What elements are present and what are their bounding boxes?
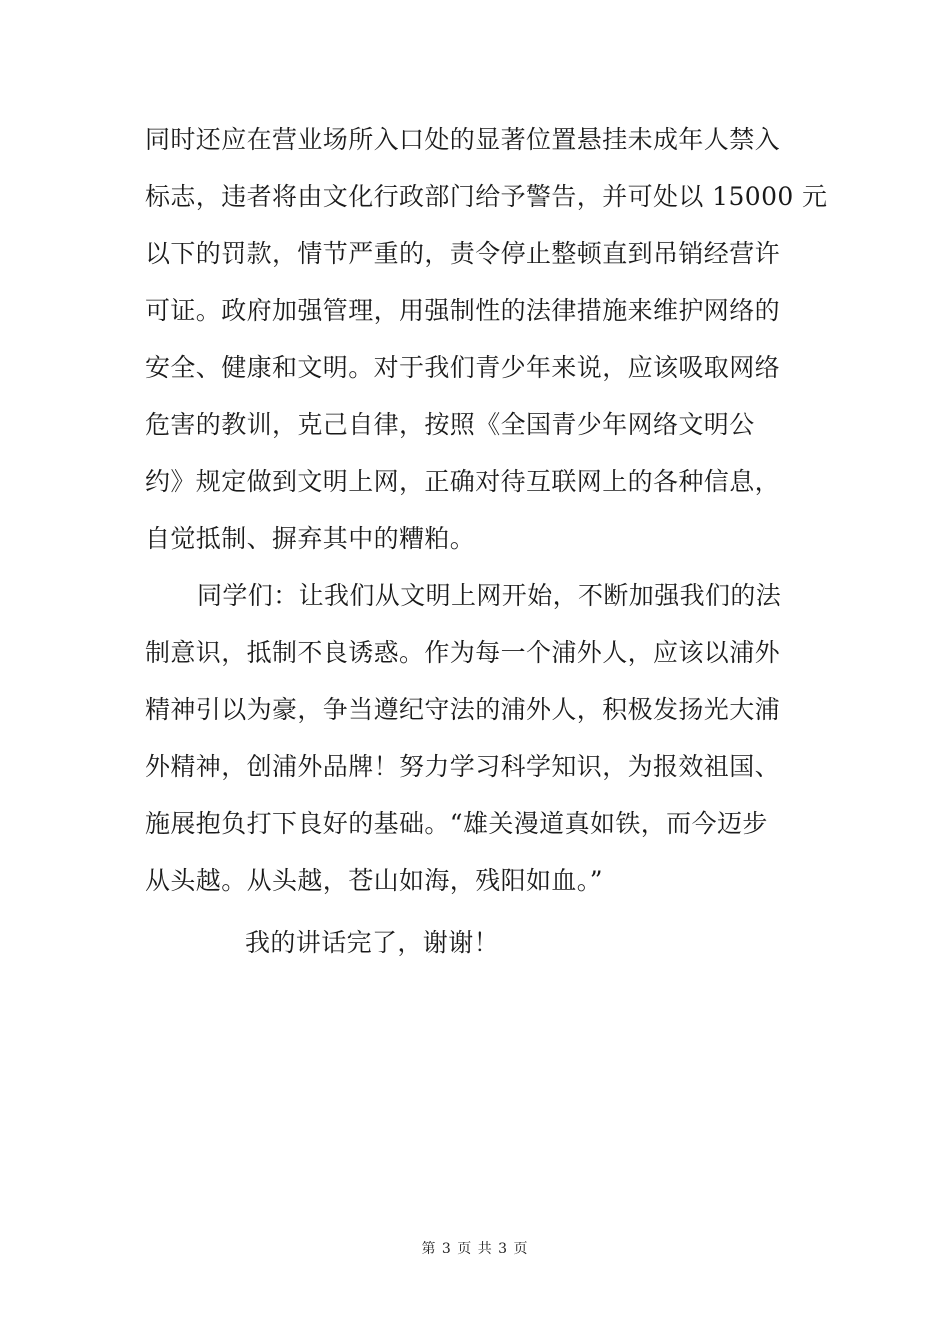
- paragraph-line: 约》规定做到文明上网，正确对待互联网上的各种信息，: [145, 467, 781, 496]
- closing-line: 我的讲话完了，谢谢！: [245, 928, 500, 957]
- paragraph-line: 标志，违者将由文化行政部门给予警告，并可处以 15000 元: [145, 182, 828, 211]
- paragraph-line: 外精神，创浦外品牌！努力学习科学知识，为报效祖国、: [145, 752, 781, 781]
- paragraph-line: 危害的教训，克己自律，按照《全国青少年网络文明公: [145, 410, 755, 439]
- page-number-footer: 第 3 页 共 3 页: [421, 1241, 529, 1257]
- paragraph-line: 同学们：让我们从文明上网开始，不断加强我们的法: [197, 581, 782, 610]
- paragraph-line: 从头越。从头越，苍山如海，残阳如血。”: [145, 866, 603, 895]
- paragraph-line: 施展抱负打下良好的基础。“雄关漫道真如铁，而今迈步: [145, 809, 768, 838]
- paragraph-line: 精神引以为豪，争当遵纪守法的浦外人，积极发扬光大浦: [145, 695, 781, 724]
- paragraph-line: 制意识，抵制不良诱惑。作为每一个浦外人，应该以浦外: [145, 638, 781, 667]
- paragraph-line: 以下的罚款，情节严重的，责令停止整顿直到吊销经营许: [145, 239, 781, 268]
- paragraph-line: 同时还应在营业场所入口处的显著位置悬挂未成年人禁入: [145, 125, 781, 154]
- paragraph-line: 可证。政府加强管理，用强制性的法律措施来维护网络的: [145, 296, 781, 325]
- paragraph-line: 自觉抵制、摒弃其中的糟粕。: [145, 524, 476, 553]
- paragraph-line: 安全、健康和文明。对于我们青少年来说，应该吸取网络: [145, 353, 781, 382]
